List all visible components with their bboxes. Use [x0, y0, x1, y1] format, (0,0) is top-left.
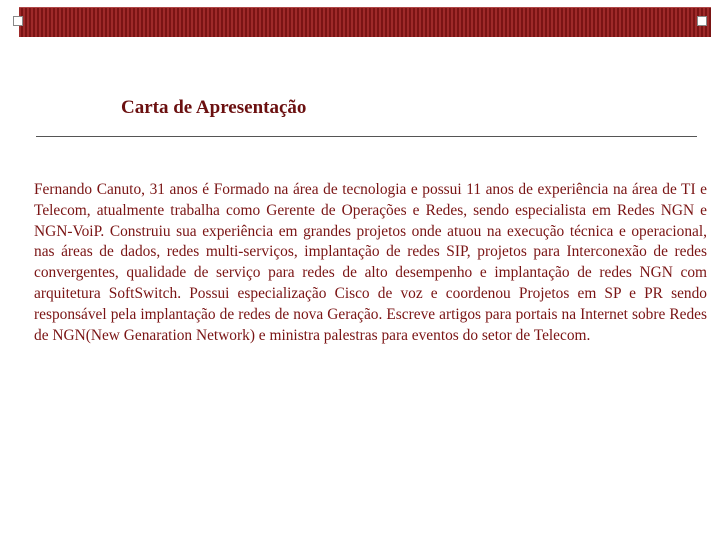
slide-title: Carta de Apresentação [121, 97, 307, 118]
body-paragraph: Fernando Canuto, 31 anos é Formado na área de tecnologia e possui 11 anos de experiência na área de TI e Telecom, atualmente trabalha como Gerente de Operações e Redes, sendo especialista em Redes NGN e NGN-VoiP. Construiu sua experiência em grandes projetos onde atuou na execução técnica e operacional, nas áreas de dados, redes multi-serviços, implantação de redes SIP, projetos para Interconexão de redes convergentes, qualidade de serviço para redes de alto desempenho e implantação de redes NGN com arquitetura SoftSwitch. Possui especialização Cisco de voz e coordenou Projetos em SP e PR sendo responsável pela implantação de redes de nova Geração. Escreve artigos para portais na Internet sobre Redes de NGN(New Genaration Network) e ministra palestras para eventos do setor de Telecom. [34, 181, 707, 344]
right-square-bullet-icon [697, 16, 707, 26]
title-divider [36, 136, 697, 137]
header-bar [19, 7, 711, 37]
left-square-bullet-icon [13, 16, 23, 26]
